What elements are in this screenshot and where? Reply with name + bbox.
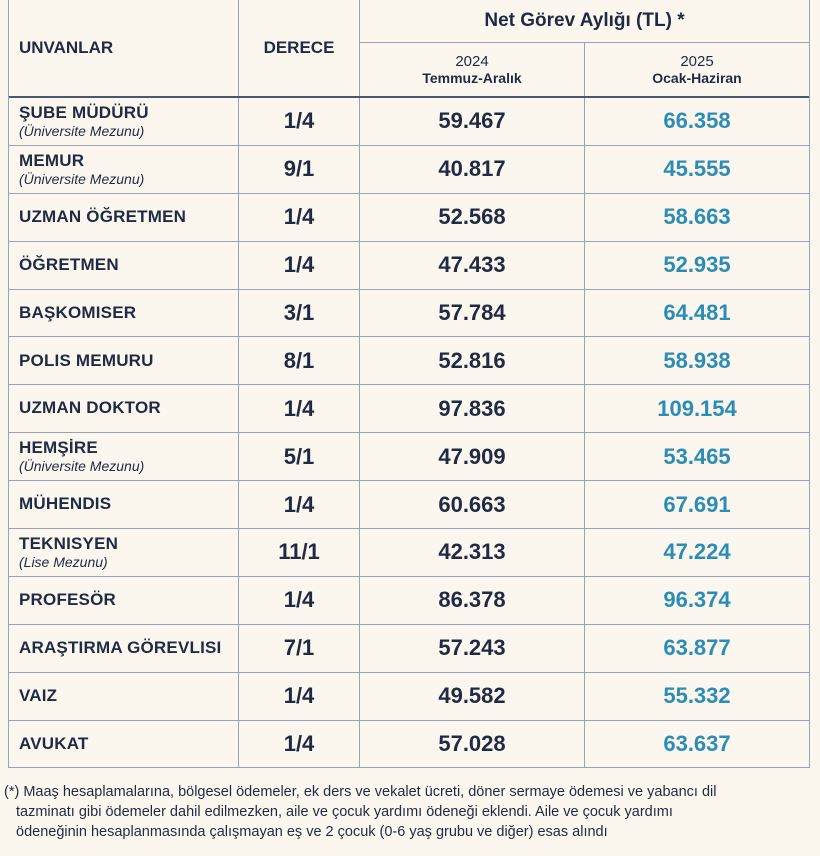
row-value-2025: 63.877 (663, 635, 731, 661)
row-subtitle: (Üniversite Mezunu) (19, 457, 145, 474)
row-title: HEMŞİRE (19, 438, 98, 458)
row-title: ARAŞTIRMA GÖREVLISI (19, 637, 222, 657)
row-derece: 1/4 (239, 242, 360, 289)
row-value-2025: 55.332 (663, 683, 731, 709)
row-title-cell (9, 625, 239, 672)
row-title-cell (9, 673, 239, 720)
row-subtitle: (Üniversite Mezunu) (19, 170, 145, 187)
row-value-2025: 58.663 (663, 204, 731, 230)
salary-table (8, 0, 810, 768)
row-title: ÖĞRETMEN (19, 254, 119, 274)
table-body (9, 98, 809, 768)
row-value-2024: 59.467 (360, 98, 585, 145)
table-row (9, 721, 809, 769)
header-year-2025 (585, 43, 809, 96)
row-value-2025: 52.935 (663, 252, 731, 278)
row-title-cell (9, 146, 239, 193)
table-row (9, 242, 809, 290)
header-derece: DERECE (239, 0, 360, 96)
row-title: VAIZ (19, 685, 58, 705)
row-derece: 11/1 (239, 529, 360, 576)
row-derece: 7/1 (239, 625, 360, 672)
row-value-2024: 60.663 (360, 481, 585, 528)
header-years (360, 43, 809, 96)
row-value-2024: 97.836 (360, 385, 585, 432)
row-title-cell (9, 577, 239, 624)
footnote-line-3: ödeneğinin hesaplanmasında çalışmayan eş ve 2 çocuk (0-6 yaş grubu ve diğer) esas alındı (16, 824, 608, 840)
row-value-2024: 40.817 (360, 146, 585, 193)
row-title-cell (9, 194, 239, 241)
table-row (9, 529, 809, 577)
row-value-2024: 52.568 (360, 194, 585, 241)
row-subtitle: (Üniversite Mezunu) (19, 122, 145, 139)
row-title: MÜHENDIS (19, 494, 112, 514)
row-title-cell (9, 433, 239, 480)
row-derece: 1/4 (239, 721, 360, 768)
row-derece: 8/1 (239, 337, 360, 384)
table-row (9, 577, 809, 625)
row-derece: 3/1 (239, 290, 360, 337)
year-2025-label: 2025 (680, 52, 714, 70)
year-2025-range: Ocak-Haziran (652, 70, 742, 87)
row-title-cell (9, 481, 239, 528)
row-derece: 1/4 (239, 481, 360, 528)
row-value-2025: 45.555 (663, 156, 731, 182)
table-row (9, 673, 809, 721)
row-subtitle: (Lise Mezunu) (19, 553, 108, 570)
row-title: UZMAN ÖĞRETMEN (19, 206, 187, 226)
row-value-2024: 47.433 (360, 242, 585, 289)
row-title-cell (9, 337, 239, 384)
row-value-2024: 86.378 (360, 577, 585, 624)
row-value-2025: 96.374 (663, 587, 731, 613)
row-value-2025: 67.691 (663, 491, 731, 517)
row-title: UZMAN DOKTOR (19, 398, 161, 418)
table-row (9, 98, 809, 146)
footnote-line-1: (*) Maaş hesaplamalarına, bölgesel ödemeler, ek ders ve vekalet ücreti, döner sermaye ödemesi ve yabancı dil (4, 784, 717, 800)
row-title-cell (9, 242, 239, 289)
table-row (9, 194, 809, 242)
row-value-2024: 57.784 (360, 290, 585, 337)
row-title: PROFESÖR (19, 590, 117, 609)
footnote-line-2: tazminatı gibi ödemeler dahil edilmezken, aile ve çocuk yardımı ödeneği eklendi. Aile ve çocuk yardımı (16, 804, 673, 820)
row-value-2024: 42.313 (360, 529, 585, 576)
row-derece: 1/4 (239, 194, 360, 241)
row-value-2025: 53.465 (663, 443, 731, 469)
row-value-2025: 64.481 (663, 300, 731, 325)
row-title: MEMUR (19, 150, 85, 170)
table-row (9, 481, 809, 529)
year-2024-range: Temmuz-Aralık (422, 70, 522, 87)
row-value-2025: 63.637 (663, 731, 731, 757)
header-net-title: Net Görev Aylığı (TL) * (360, 0, 809, 43)
row-value-2024: 47.909 (360, 433, 585, 480)
row-derece: 1/4 (239, 385, 360, 432)
row-title-cell (9, 721, 239, 768)
year-2024-label: 2024 (455, 52, 489, 70)
table-header (9, 0, 809, 98)
table-row (9, 385, 809, 433)
row-value-2025: 47.224 (663, 539, 731, 565)
row-derece: 5/1 (239, 433, 360, 480)
row-derece: 9/1 (239, 146, 360, 193)
row-value-2024: 52.816 (360, 337, 585, 384)
row-value-2025: 66.358 (663, 108, 731, 134)
row-derece: 1/4 (239, 673, 360, 720)
row-title-cell (9, 290, 239, 337)
header-net-salary (360, 0, 809, 96)
row-title-cell (9, 98, 239, 145)
row-title: ŞUBE MÜDÜRÜ (19, 103, 149, 123)
row-title: POLIS MEMURU (19, 350, 154, 370)
table-row (9, 625, 809, 673)
row-title-cell (9, 385, 239, 432)
row-value-2024: 49.582 (360, 673, 585, 720)
header-year-2024 (360, 43, 585, 96)
row-title-cell (9, 529, 239, 576)
table-row (9, 146, 809, 194)
footnote (4, 782, 812, 842)
table-row (9, 433, 809, 481)
row-value-2024: 57.243 (360, 625, 585, 672)
row-title: AVUKAT (19, 733, 89, 753)
row-value-2025: 58.938 (663, 347, 731, 373)
header-unvanlar: UNVANLAR (9, 0, 239, 96)
row-title: TEKNISYEN (19, 534, 119, 554)
row-derece: 1/4 (239, 98, 360, 145)
row-derece: 1/4 (239, 577, 360, 624)
table-row (9, 290, 809, 338)
table-row (9, 337, 809, 385)
row-value-2024: 57.028 (360, 721, 585, 768)
row-title: BAŞKOMISER (19, 302, 137, 322)
row-value-2025: 109.154 (657, 395, 737, 421)
